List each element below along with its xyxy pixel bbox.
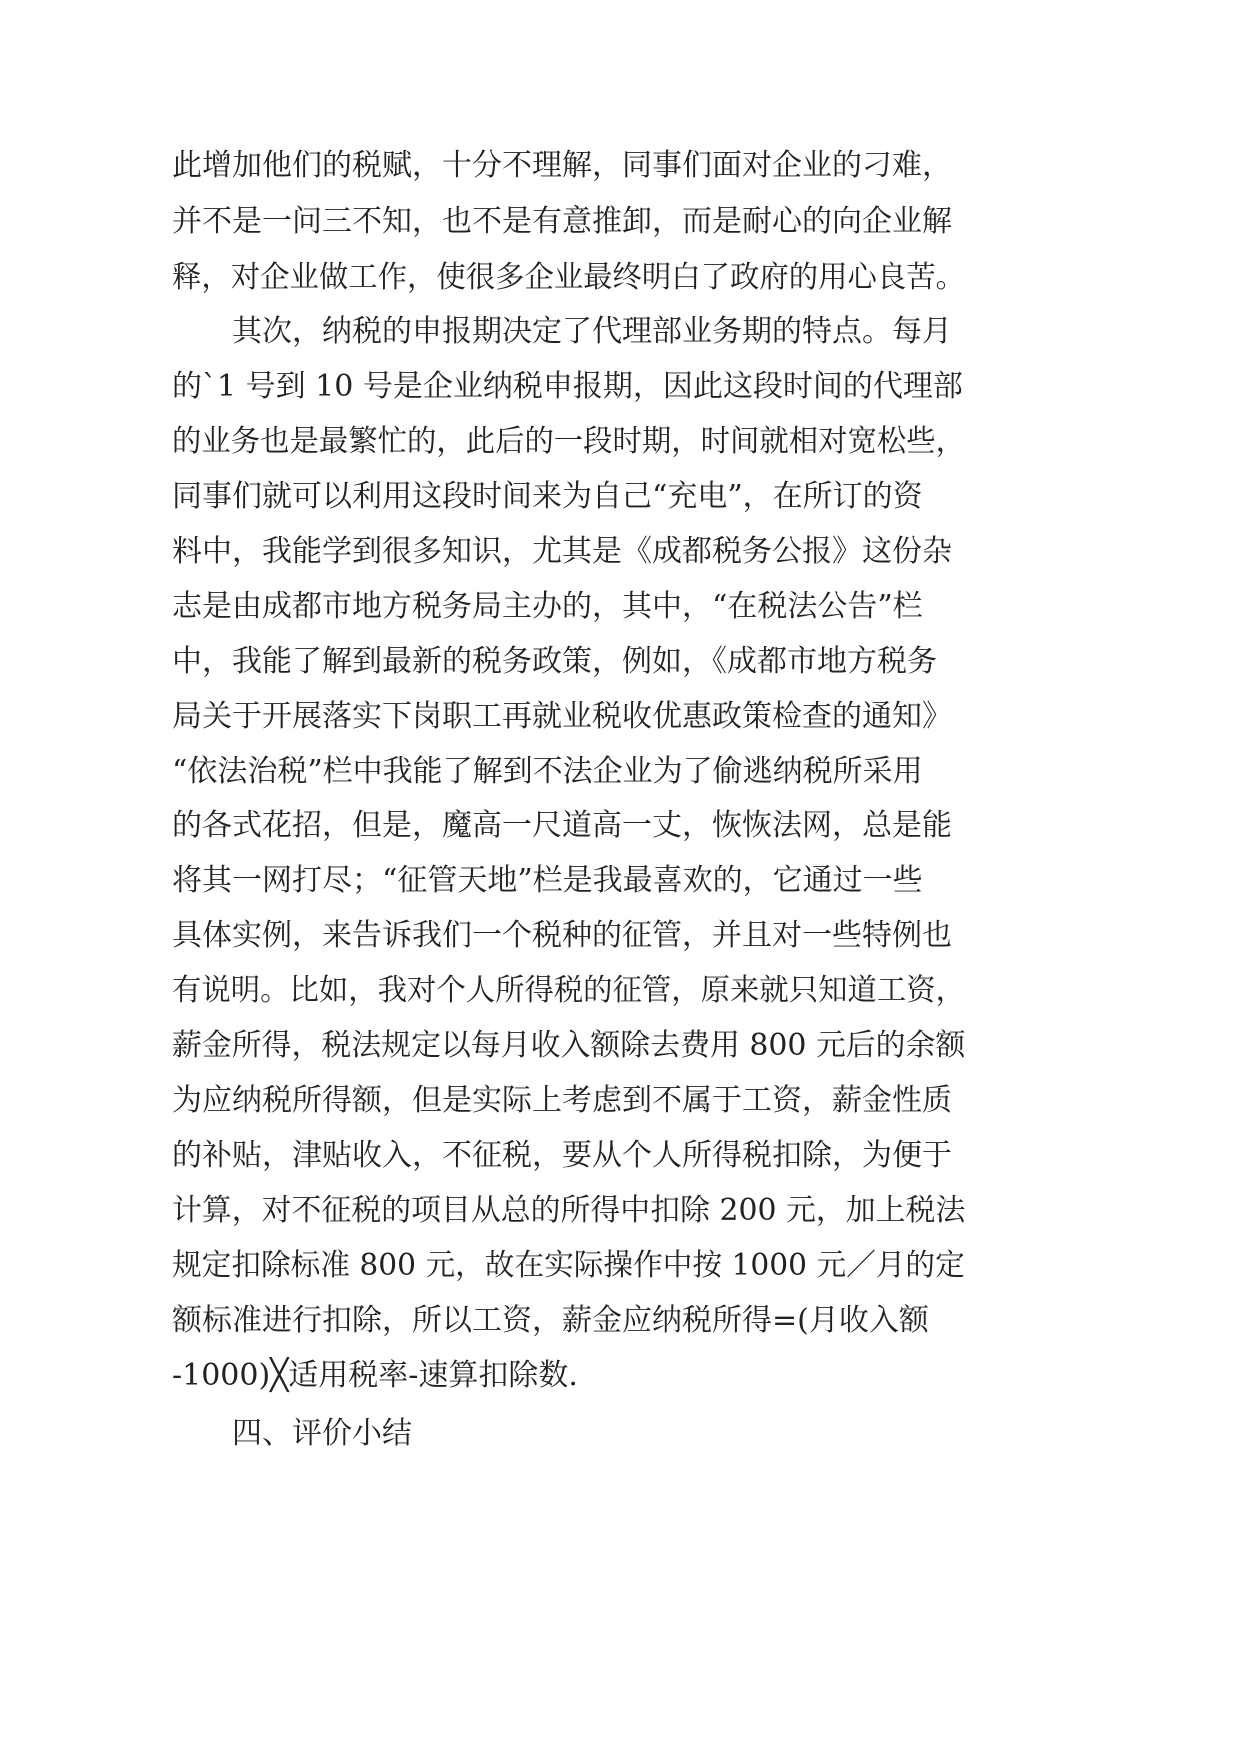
paragraph-start-line: 其次，纳税的申报期决定了代理部业务期的特点。每月	[232, 314, 952, 349]
text-line-17: 薪金所得，税法规定以每月收入额除去费用 800 元后的余额	[172, 1028, 966, 1063]
text-line-23: -1000)╳适用税率-速算扣除数.	[172, 1358, 578, 1393]
text-line-16: 有说明。比如，我对个人所得税的征管，原来就只知道工资，	[172, 973, 965, 1008]
text-line-2: 并不是一问三不知，也不是有意推卸，而是耐心的向企业解	[172, 204, 952, 239]
text-line-13: 的各式花招，但是，魔高一尺道高一丈，恢恢法网，总是能	[172, 808, 952, 843]
text-line-10: 中，我能了解到最新的税务政策，例如，《成都市地方税务	[172, 644, 937, 679]
text-line-9: 志是由成都市地方税务局主办的，其中，“在税法公告”栏	[172, 589, 923, 624]
section-heading: 四、评价小结	[232, 1416, 412, 1451]
text-line-18: 为应纳税所得额，但是实际上考虑到不属于工资，薪金性质	[172, 1083, 952, 1118]
text-line-7: 同事们就可以利用这段时间来为自己“充电”，在所订的资	[172, 479, 923, 514]
text-line-19: 的补贴，津贴收入，不征税，要从个人所得税扣除，为便于	[172, 1138, 952, 1173]
text-line-14: 将其一网打尽；“征管天地”栏是我最喜欢的，它通过一些	[172, 863, 923, 898]
text-line-3: 释，对企业做工作，使很多企业最终明白了政府的用心良苦。	[172, 260, 965, 295]
text-line-11: 局关于开展落实下岗职工再就业税收优惠政策检查的通知》	[172, 699, 952, 734]
text-line-1: 此增加他们的税赋，十分不理解，同事们面对企业的刁难，	[172, 148, 952, 183]
text-line-5: 的`1 号到 10 号是企业纳税申报期，因此这段时间的代理部	[172, 369, 963, 404]
text-line-20: 计算，对不征税的项目从总的所得中扣除 200 元，加上税法	[172, 1193, 966, 1228]
text-line-21: 规定扣除标准 800 元，故在实际操作中按 1000 元／月的定	[172, 1248, 965, 1283]
text-line-8: 料中，我能学到很多知识，尤其是《成都税务公报》这份杂	[172, 534, 952, 569]
text-line-12: “依法治税”栏中我能了解到不法企业为了偷逃纳税所采用	[172, 754, 923, 789]
text-line-15: 具体实例，来告诉我们一个税种的征管，并且对一些特例也	[172, 918, 952, 953]
text-line-6: 的业务也是最繁忙的，此后的一段时期，时间就相对宽松些，	[172, 424, 965, 459]
text-line-22: 额标准进行扣除，所以工资，薪金应纳税所得=(月收入额	[172, 1303, 929, 1338]
